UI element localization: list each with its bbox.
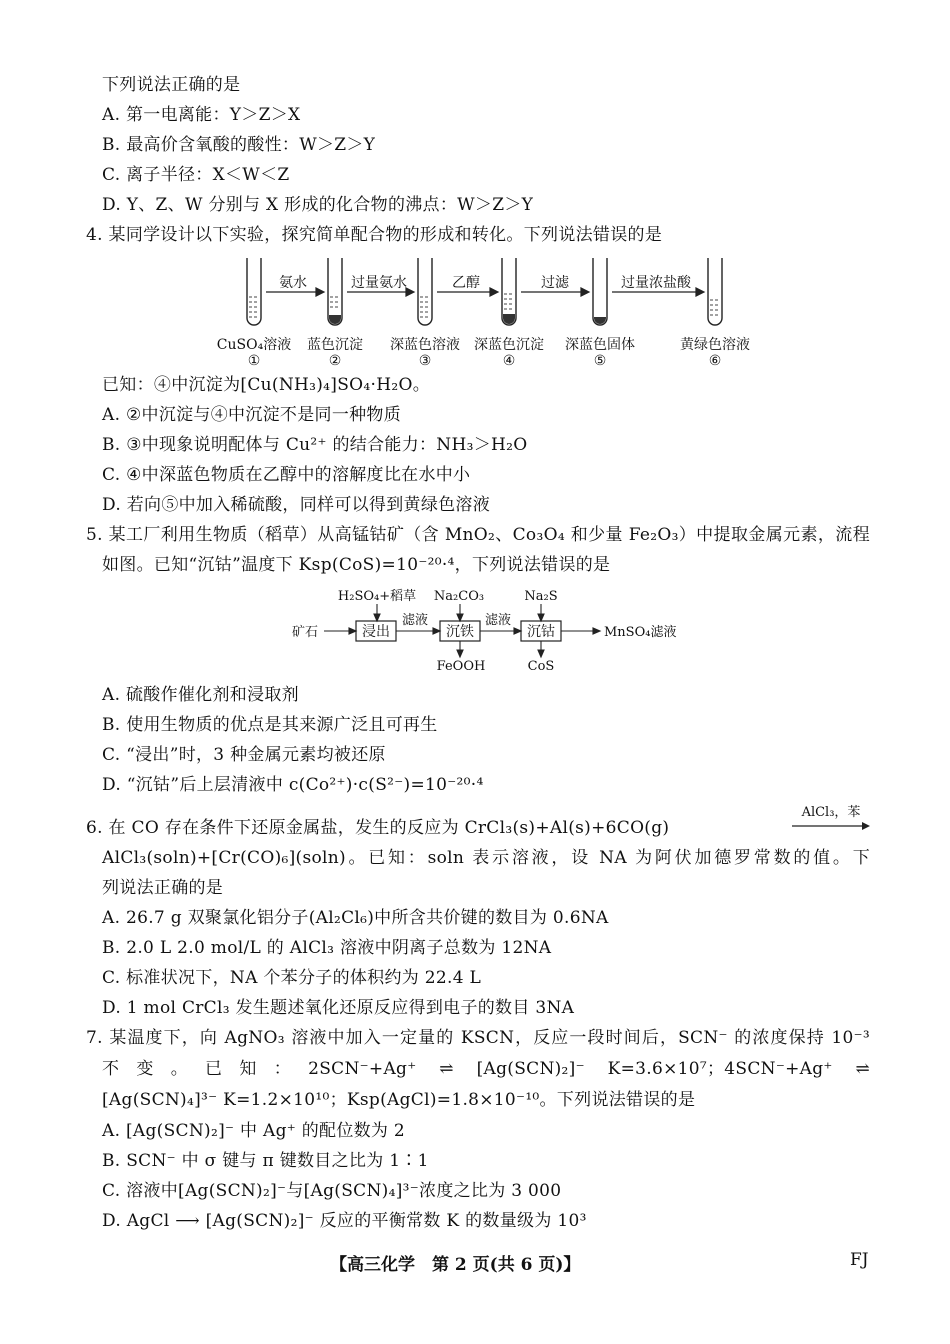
flow-product-2: CoS <box>527 659 555 674</box>
q5-flowchart <box>280 582 700 678</box>
q6-arrow-label: AlCl₃，苯 <box>801 805 861 820</box>
flow-reagent-1: H₂SO₄+稻草 <box>337 589 417 604</box>
arrow-label-3: 乙醇 <box>452 275 480 291</box>
tube-number-5: ⑤ <box>593 353 607 369</box>
q7-stem-line3: [Ag(SCN)₄]³⁻ K=1.2×10¹⁰；Ksp(AgCl)=1.8×10⁻¹⁰。下列说法错误的是 <box>102 1090 696 1110</box>
test-tube-4 <box>502 258 516 325</box>
tube-number-6: ⑥ <box>708 353 722 369</box>
q5-option-c: C. “浸出”时，3 种金属元素均被还原 <box>102 745 386 765</box>
q4-option-d: D. 若向⑤中加入稀硫酸，同样可以得到黄绿色溶液 <box>102 495 491 515</box>
q6-option-a: A. 26.7 g 双聚氯化铝分子(Al₂Cl₆)中所含共价键的数目为 0.6NA <box>102 908 609 928</box>
q7-option-b: B. SCN⁻ 中 σ 键与 π 键数目之比为 1∶1 <box>102 1151 429 1171</box>
q4-test-tube-diagram <box>200 252 780 370</box>
flow-start: 矿石 <box>292 625 319 640</box>
q6-stem-line2: AlCl₃(soln)+[Cr(CO)₆](soln)。已知：soln 表示溶液，设 NA 为阿伏加德罗常数的值。下 <box>102 848 870 868</box>
q4-known: 已知：④中沉淀为[Cu(NH₃)₄]SO₄·H₂O。 <box>102 375 430 395</box>
q4-option-c: C. ④中深蓝色物质在乙醇中的溶解度比在水中小 <box>102 465 471 485</box>
q6-option-b: B. 2.0 L 2.0 mol/L 的 AlCl₃ 溶液中阴离子总数为 12NA <box>102 938 552 958</box>
test-tube-5 <box>593 258 607 325</box>
q7-option-d: D. AgCl ⟶ [Ag(SCN)₂]⁻ 反应的平衡常数 K 的数量级为 10³ <box>102 1211 587 1231</box>
test-tube-1 <box>247 258 261 325</box>
tube-label-2: 蓝色沉淀 <box>307 337 363 353</box>
test-tube-2 <box>328 258 342 325</box>
arrow-label-5: 过量浓盐酸 <box>621 275 691 291</box>
q6-option-c: C. 标准状况下，NA 个苯分子的体积约为 22.4 L <box>102 968 482 988</box>
flow-reagent-2: Na₂CO₃ <box>433 589 485 604</box>
q5-option-a: A. 硫酸作催化剂和浸取剂 <box>102 685 299 705</box>
flow-product-1: FeOOH <box>436 659 486 674</box>
q6-option-d: D. 1 mol CrCl₃ 发生题述氧化还原反应得到电子的数目 3NA <box>102 998 575 1018</box>
q3-option-a: A. 第一电离能：Y＞Z＞X <box>102 105 301 125</box>
flow-filtrate-1: 滤液 <box>401 613 429 628</box>
q5-option-b: B. 使用生物质的优点是其来源广泛且可再生 <box>102 715 438 735</box>
q6-stem-line1: 6. 在 CO 存在条件下还原金属盐，发生的反应为 CrCl₃(s)+Al(s)+6CO(g) <box>86 818 670 838</box>
flow-box-cobalt-label: 沉钴 <box>527 624 555 640</box>
q5-stem-line1: 5. 某工厂利用生物质（稻草）从高锰钴矿（含 MnO₂、Co₃O₄ 和少量 Fe₂O₃）中提取金属元素，流程 <box>86 525 870 545</box>
tube-number-4: ④ <box>502 353 516 369</box>
q3-option-c: C. 离子半径：X＜W＜Z <box>102 165 290 185</box>
tube-label-3: 深蓝色溶液 <box>390 337 460 353</box>
arrow-label-4: 过滤 <box>541 275 569 291</box>
flow-box-leach-label: 浸出 <box>362 624 390 640</box>
q3-option-d: D. Y、Z、W 分别与 X 形成的化合物的沸点：W＞Z＞Y <box>102 195 534 215</box>
test-tube-6 <box>708 258 722 325</box>
q4-stem: 4. 某同学设计以下实验，探究简单配合物的形成和转化。下列说法错误的是 <box>86 225 663 245</box>
flow-reagent-3: Na₂S <box>524 589 558 604</box>
q4-option-a: A. ②中沉淀与④中沉淀不是同一种物质 <box>102 405 402 425</box>
tube-number-1: ① <box>247 353 261 369</box>
q7-option-a: A. [Ag(SCN)₂]⁻ 中 Ag⁺ 的配位数为 2 <box>102 1121 406 1141</box>
q3-option-b: B. 最高价含氧酸的酸性：W＞Z＞Y <box>102 135 376 155</box>
paper-code: FJ <box>850 1250 869 1270</box>
q4-option-b: B. ③中现象说明配体与 Cu²⁺ 的结合能力：NH₃＞H₂O <box>102 435 528 455</box>
tube-label-4: 深蓝色沉淀 <box>474 337 544 353</box>
q5-option-d: D. “沉钴”后上层清液中 c(Co²⁺)·c(S²⁻)=10⁻²⁰·⁴ <box>102 775 484 795</box>
tube-label-5: 深蓝色固体 <box>565 337 635 353</box>
flow-end: MnSO₄滤液 <box>604 625 677 640</box>
arrow-label-2: 过量氨水 <box>351 275 407 291</box>
q6-stem-line3: 列说法正确的是 <box>102 878 224 898</box>
flow-filtrate-2: 滤液 <box>484 613 512 628</box>
arrow-label-1: 氨水 <box>279 275 307 291</box>
q6-reaction-arrow <box>790 802 872 838</box>
q7-option-c: C. 溶液中[Ag(SCN)₂]⁻与[Ag(SCN)₄]³⁻浓度之比为 3 000 <box>102 1181 562 1201</box>
q7-stem-line2: 不变。已知：2SCN⁻+Ag⁺ ⇌ [Ag(SCN)₂]⁻ K=3.6×10⁷；4SCN⁻+Ag⁺ ⇌ <box>102 1059 870 1079</box>
test-tube-3 <box>418 258 432 325</box>
q5-stem-line2: 如图。已知“沉钴”温度下 Ksp(CoS)=10⁻²⁰·⁴，下列说法错误的是 <box>102 555 611 575</box>
q7-stem-line1: 7. 某温度下，向 AgNO₃ 溶液中加入一定量的 KSCN，反应一段时间后，SCN⁻ 的浓度保持 10⁻³ <box>86 1028 870 1048</box>
tube-number-2: ② <box>328 353 342 369</box>
page-footer: 【高三化学 第 2 页(共 6 页)】 <box>330 1255 581 1275</box>
tube-label-1: CuSO₄溶液 <box>216 337 292 353</box>
tube-label-6: 黄绿色溶液 <box>680 337 750 353</box>
flow-box-iron-label: 沉铁 <box>446 624 474 640</box>
q3-stem: 下列说法正确的是 <box>102 75 241 95</box>
tube-number-3: ③ <box>418 353 432 369</box>
